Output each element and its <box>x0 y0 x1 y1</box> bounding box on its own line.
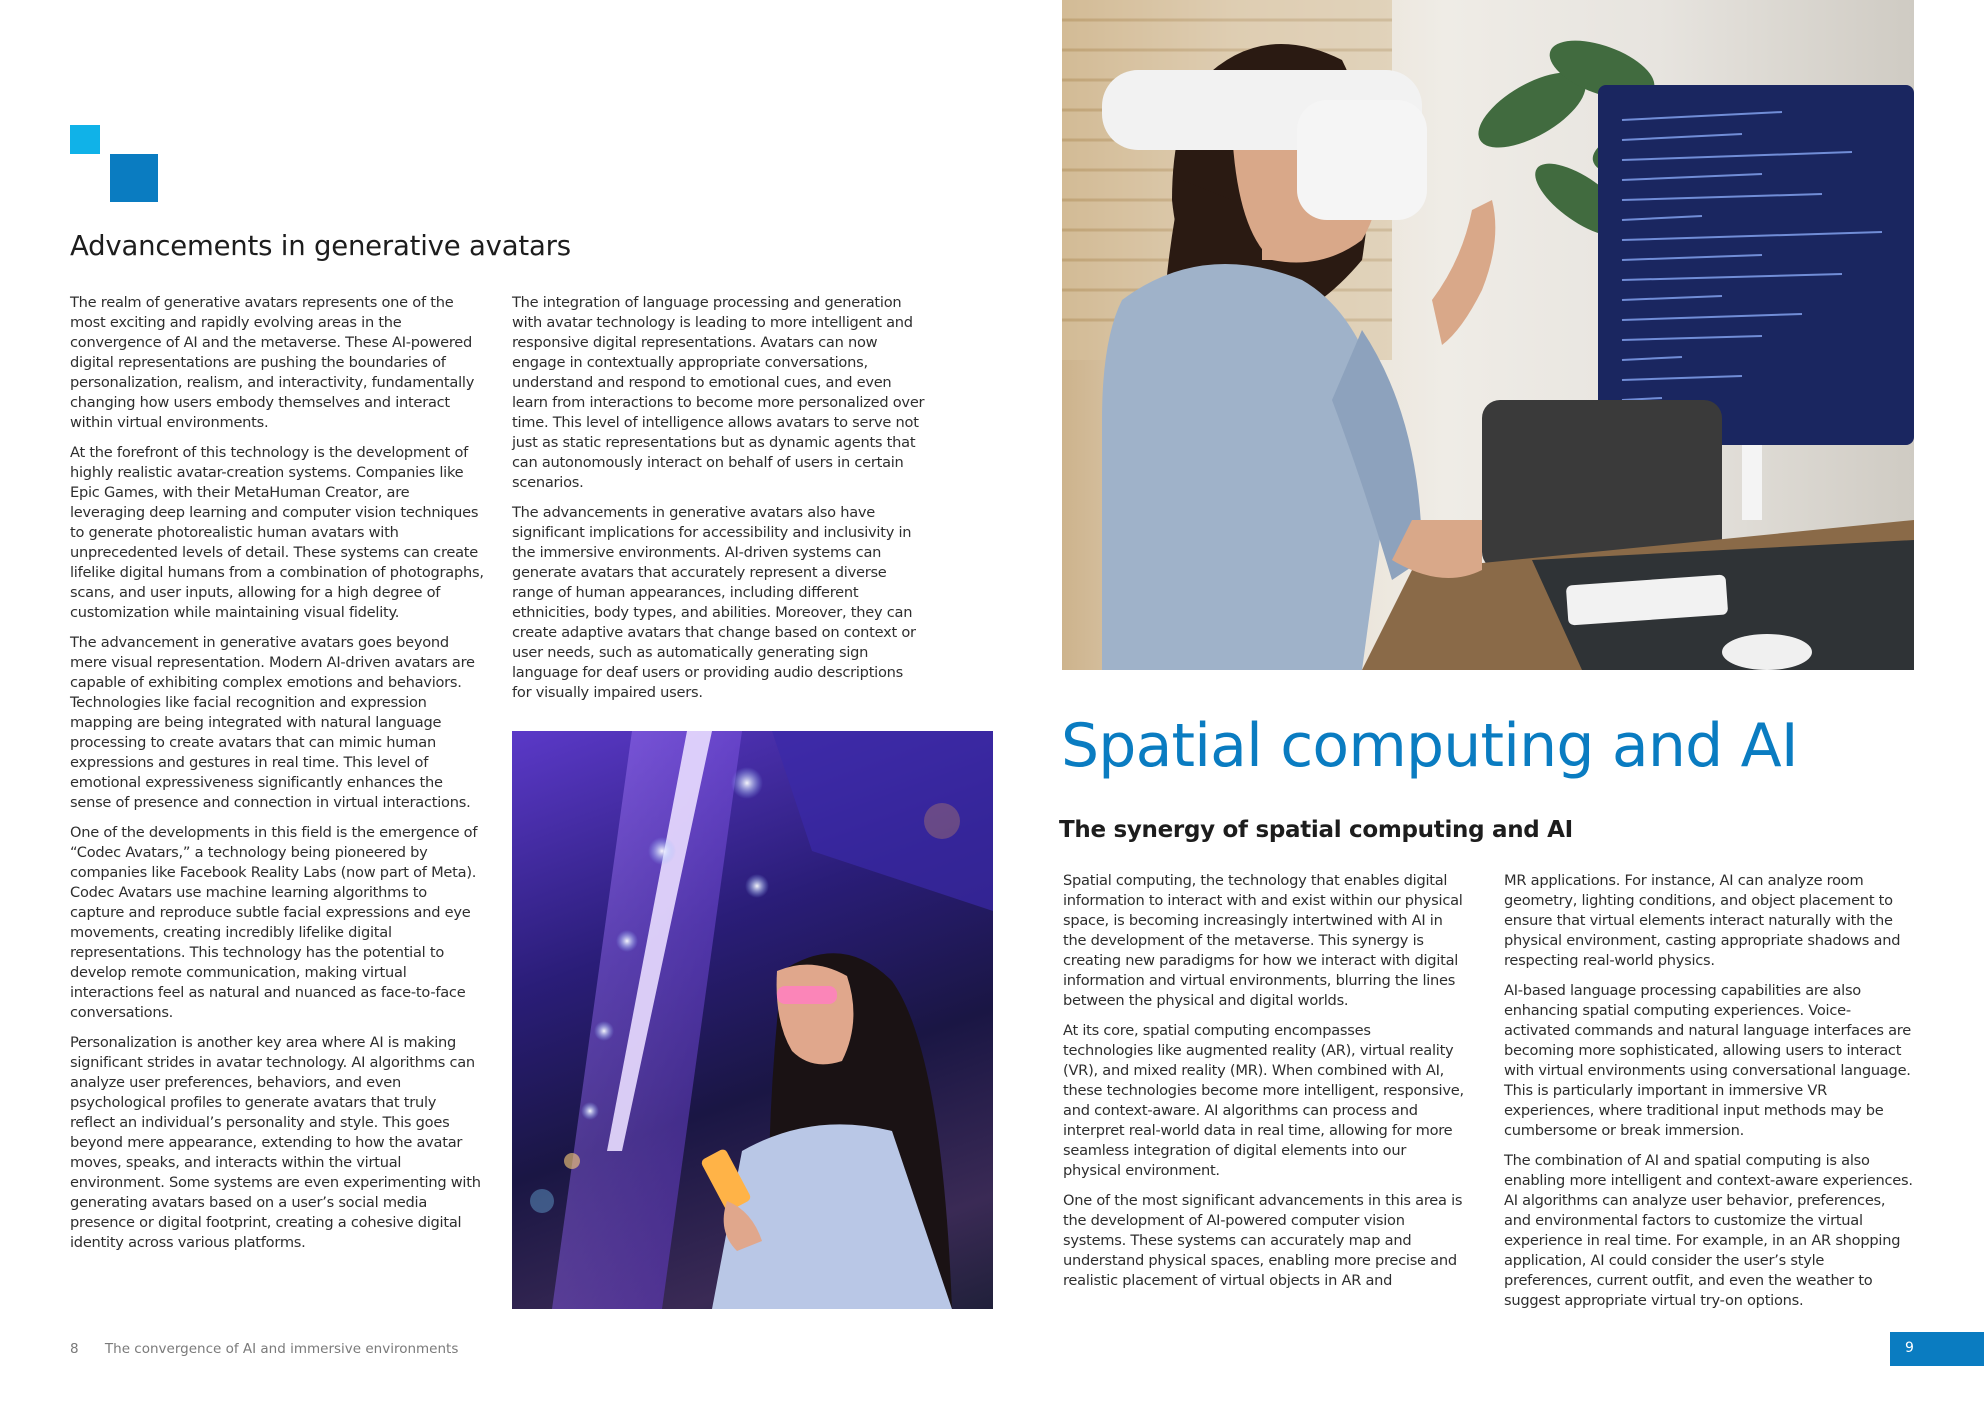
page-number: 8 <box>70 1341 79 1357</box>
paragraph: At its core, spatial computing encompasses technologies like augmented reality (AR), virtual reality (VR), and mixed reality (MR). When combined with AI, these technologies become more intelligent, responsive, and context-aware. AI algorithms can process and interpret real-world data in real time, allowing for more seamless integration of digital elements into our physical environment. <box>1063 1022 1464 1179</box>
paragraph: Personalization is another key area where AI is making significant strides in avatar technology. AI algorithms can analyze user preferences, behaviors, and even psychological profiles to generate avatars that truly reflect an individual’s personality and style. This goes beyond mere appearance, extending to how the avatar moves, speaks, and interacts within the virtual environment. Some systems are even experimenting with generating avatars based on a user’s social media presence or digital footprint, creating a cohesive digital identity across various platforms. <box>70 1034 481 1251</box>
paragraph: AI-based language processing capabilities are also enhancing spatial computing experiences. Voice-activated commands and natural language interfaces are becoming more sophisticated, allowing users to interact with virtual environments using conversational language. This is particularly important in immersive VR experiences, where traditional input methods may be cumbersome or break immersion. <box>1504 982 1911 1139</box>
paragraph: The advancement in generative avatars goes beyond mere visual representation. Modern AI-driven avatars are capable of exhibiting complex emotions and behaviors. Technologies like facial recognition and expression mapping are being integrated with natural language processing to create avatars that can mimic human expressions and gestures in real time. This level of emotional expressiveness significantly enhances the sense of presence and connection in virtual interactions. <box>70 634 475 811</box>
page-number: 9 <box>1905 1340 1914 1356</box>
running-footer-title: The convergence of AI and immersive environments <box>104 1341 459 1357</box>
paragraph: One of the most significant advancements in this area is the development of AI-powered computer vision systems. These systems can accurately map and understand physical spaces, enabling more precise and realistic placement of virtual objects in AR and <box>1063 1192 1463 1289</box>
page-footer-left <box>70 1341 458 1357</box>
paragraph: MR applications. For instance, AI can analyze room geometry, lighting conditions, and object placement to ensure that virtual elements interact naturally with the physical environment, casting appropriate shadows and respecting real-world physics. <box>1504 872 1901 969</box>
paragraph: One of the developments in this field is the emergence of “Codec Avatars,” a technology being pioneered by companies like Facebook Reality Labs (now part of Meta). Codec Avatars use machine learning algorithms to capture and reproduce subtle facial expressions and eye movements, creating incredibly lifelike digital representations. This technology has the potential to develop remote communication, making virtual interactions feel as natural and nuanced as face-to-face conversations. <box>70 824 478 1021</box>
right-text-column-2 <box>1504 871 1914 1321</box>
photo-woman-vr-headset <box>1062 0 1914 670</box>
right-text-column-1 <box>1063 871 1465 1301</box>
left-text-column-2 <box>512 293 926 713</box>
neon-city-illustration <box>512 731 993 1309</box>
paragraph: The advancements in generative avatars also have significant implications for accessibility and inclusivity in the immersive environments. AI-driven systems can generate avatars that accurately represent a diverse range of human appearances, including different ethnicities, body types, and abilities. Moreover, they can create adaptive avatars that change based on context or user needs, such as automatically generating sign language for deaf users or providing audio descriptions for visually impaired users. <box>512 504 916 701</box>
accent-square-small <box>70 125 100 154</box>
left-text-column-1 <box>70 293 484 1263</box>
paragraph: The integration of language processing and generation with avatar technology is leading to more intelligent and responsive digital representations. Avatars can now engage in contextually appropriate conversations, understand and respond to emotional cues, and even learn from interactions to become more personalized over time. This level of intelligence allows avatars to serve not just as static representations but as dynamic agents that can autonomously interact on behalf of users in certain scenarios. <box>512 294 925 491</box>
vr-workspace-illustration <box>1062 0 1914 670</box>
page-number-badge <box>1890 1332 1984 1366</box>
chapter-title: Spatial computing and AI <box>1061 711 1798 781</box>
paragraph: The realm of generative avatars represents one of the most exciting and rapidly evolving areas in the convergence of AI and the metaverse. These AI-powered digital representations are pushing the boundaries of personalization, realism, and interactivity, fundamentally changing how users embody themselves and interact within virtual environments. <box>70 294 475 431</box>
section-title: Advancements in generative avatars <box>70 230 571 262</box>
chapter-subtitle: The synergy of spatial computing and AI <box>1059 817 1573 843</box>
paragraph: At the forefront of this technology is the development of highly realistic avatar-creation systems. Companies like Epic Games, with their MetaHuman Creator, are leveraging deep learning and computer vision techniques to generate photorealistic human avatars with unprecedented levels of detail. These systems can create lifelike digital humans from a combination of photographs, scans, and user inputs, allowing for a high degree of customization while maintaining visual fidelity. <box>70 444 484 621</box>
paragraph: Spatial computing, the technology that enables digital information to interact with and exist within our physical space, is becoming increasingly intertwined with AI in the development of the metaverse. This synergy is creating new paradigms for how we interact with digital information and virtual environments, blurring the lines between the physical and digital worlds. <box>1063 872 1463 1009</box>
accent-square-large <box>110 154 158 202</box>
paragraph: The combination of AI and spatial computing is also enabling more intelligent and context-aware experiences. AI algorithms can analyze user behavior, preferences, and environmental factors to customize the virtual experience in real time. For example, in an AR shopping application, AI could consider the user’s style preferences, current outfit, and even the weather to suggest appropriate virtual try-on options. <box>1504 1152 1913 1309</box>
photo-woman-with-phone <box>512 731 993 1309</box>
